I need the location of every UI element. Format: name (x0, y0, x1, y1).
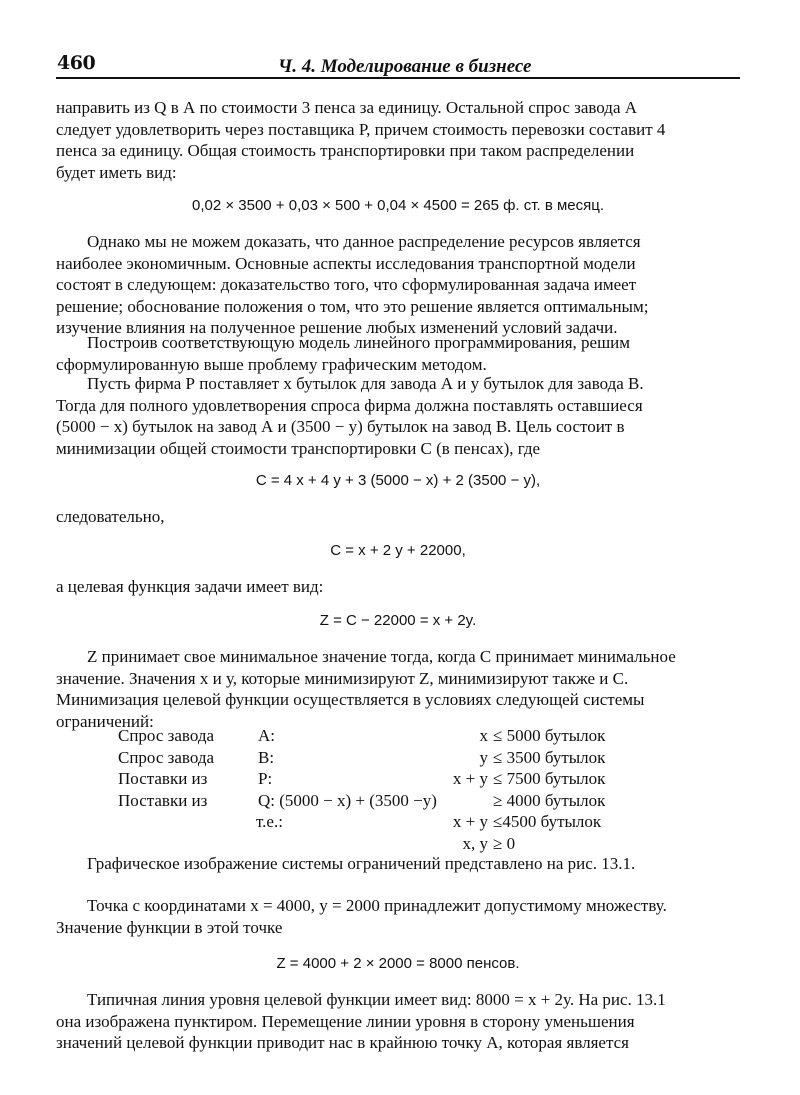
constraint-bound: ≤ 3500 бутылок (493, 747, 606, 767)
constraint-row (118, 726, 678, 748)
constraint-expr: x (479, 726, 488, 745)
constraint-row (118, 812, 678, 834)
text-line: она изображена пунктиром. Перемещение линии уровня в сторону уменьшения (56, 1011, 635, 1031)
paragraph-8 (56, 989, 740, 1054)
text-line: решение; обоснование положения о том, что это решение является оптимальным; (56, 296, 649, 316)
text-line: Точка с координатами x = 4000, у = 2000 принадлежит допустимому множеству. (87, 896, 667, 915)
constraint-expr: x + y (452, 812, 488, 831)
constraint-bound: ≤4500 бутылок (493, 812, 602, 831)
running-header-title: Ч. 4. Моделирование в бизнесе (278, 56, 532, 77)
constraint-source: B: (258, 747, 275, 767)
text-line: Пусть фирма Р поставляет х бутылок для завода А и у бутылок для завода В. (87, 374, 644, 393)
constraint-bound: ≤ 7500 бутылок (493, 769, 606, 788)
text-objective-intro (56, 576, 740, 598)
constraint-source: т.е.: (256, 812, 283, 831)
paragraph-6 (56, 853, 740, 875)
constraint-expr: x, y (462, 833, 488, 853)
paragraph-7 (56, 895, 740, 938)
paragraph-1 (56, 97, 740, 183)
constraint-bound: ≤ 5000 бутылок (493, 726, 606, 745)
constraint-row (118, 748, 678, 770)
formula-total-cost: 0,02 × 3500 + 0,03 × 500 + 0,04 × 4500 = 265 ф. ст. в месяц. (191, 197, 604, 214)
constraint-label: Поставки из (118, 769, 208, 788)
constraint-bound: ≥ 0 (493, 833, 516, 853)
text-line: значение. Значения х и у, которые минимизируют Z, минимизируют также и С. (56, 668, 629, 688)
text-line: Z принимает свое минимальное значение тогда, когда С принимает минимальное (87, 647, 676, 666)
text-line: следовательно, (56, 507, 165, 526)
text-line: ограничений: (56, 711, 154, 731)
text-line: Графическое изображение системы ограничений представлено на рис. 13.1. (87, 854, 636, 873)
text-line: наиболее экономичным. Основные аспекты исследования транспортной модели (56, 253, 636, 273)
constraint-expr: x + y (452, 769, 488, 788)
constraints-table (118, 726, 678, 855)
text-line: сформулированную выше проблему графическим методом. (56, 354, 487, 374)
constraint-source: Q: (5000 − x) + (3500 −y) (258, 790, 437, 810)
text-line: состоят в следующем: доказательство того, что сформулированная задача имеет (56, 275, 637, 294)
text-line: (5000 − x) бутылок на завод А и (3500 − у) бутылок на завод В. Цель состоит в (56, 417, 625, 436)
text-line: пенса за единицу. Общая стоимость транспортировки при таком распределении (56, 141, 635, 160)
constraint-source: P: (258, 769, 273, 788)
formula-z-value: Z = 4000 + 2 × 2000 = 8000 пенсов. (276, 955, 520, 972)
text-line: Однако мы не можем доказать, что данное распределение ресурсов является (87, 232, 641, 251)
text-line: изучение влияния на полученное решение любых изменений условий задачи. (56, 318, 618, 337)
page-number: 460 (57, 52, 96, 74)
formula-cost-simplified: C = x + 2 y + 22000, (330, 542, 466, 559)
constraint-row (118, 769, 678, 791)
text-line: следует удовлетворить через поставщика Р, причем стоимость перевозки составит 4 (56, 119, 666, 139)
constraint-row (118, 791, 678, 813)
text-line: Минимизация целевой функции осуществляется в условиях следующей системы (56, 690, 645, 709)
constraint-label: Поставки из (118, 790, 208, 810)
paragraph-2 (56, 231, 740, 339)
formula-objective: Z = C − 22000 = x + 2y. (319, 612, 477, 629)
constraint-source: A: (258, 726, 275, 745)
constraint-label: Спрос завода (118, 747, 215, 767)
text-line: будет иметь вид: (56, 162, 177, 182)
text-line: направить из Q в А по стоимости 3 пенса за единицу. Остальной спрос завода А (56, 98, 638, 117)
text-line: Построив соответствующую модель линейного программирования, решим (87, 333, 631, 352)
constraint-label: Спрос завода (118, 726, 215, 745)
constraint-row (118, 834, 678, 856)
text-line: Типичная линия уровня целевой функции имеет вид: 8000 = x + 2у. На рис. 13.1 (87, 990, 666, 1009)
text-line: Значение функции в этой точке (56, 917, 283, 937)
text-line: минимизации общей стоимости транспортировки С (в пенсах), где (56, 438, 541, 458)
paragraph-5 (56, 646, 740, 732)
formula-cost-c: C = 4 x + 4 y + 3 (5000 − x) + 2 (3500 − y), (255, 472, 541, 489)
header-rule (56, 77, 740, 79)
text-line: Тогда для полного удовлетворения спроса фирма должна поставлять оставшиеся (56, 395, 643, 415)
constraint-expr: y (479, 747, 488, 767)
paragraph-3 (56, 332, 740, 375)
constraint-bound: ≥ 4000 бутылок (493, 790, 606, 810)
text-line: а целевая функция задачи имеет вид: (56, 577, 324, 596)
paragraph-4 (56, 373, 740, 459)
text-sledovatelno (56, 506, 740, 528)
text-line: значений целевой функции приводит нас в крайнюю точку А, которая является (56, 1033, 629, 1052)
